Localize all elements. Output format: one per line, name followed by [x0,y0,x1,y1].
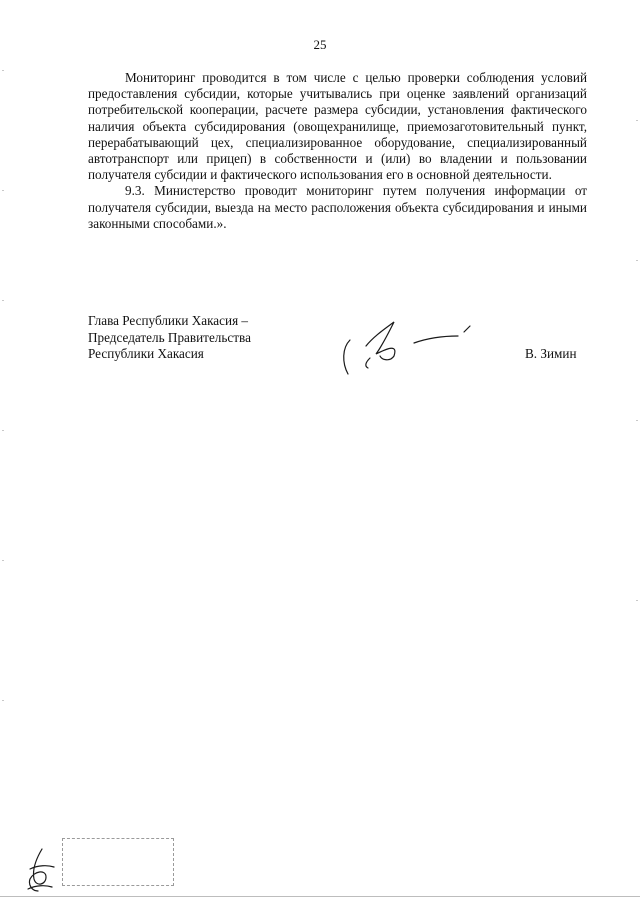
scan-mark [636,420,638,421]
signatory-title [88,313,251,363]
signatory-title-line: Председатель Правительства [88,329,251,345]
handwritten-signature [336,318,486,378]
scan-mark [2,190,4,191]
scan-edge-line [0,896,640,897]
scan-mark [2,430,4,431]
initials-mark [24,845,60,897]
approval-stamp-box [62,838,174,886]
page-number: 25 [313,37,327,52]
scan-mark [2,560,4,561]
signatory-title-line: Республики Хакасия [88,346,204,361]
scan-mark [636,600,638,601]
scan-mark [636,260,638,261]
signer-name: В. Зимин [525,346,577,361]
scan-mark [2,70,4,71]
paragraph-monitoring: Мониторинг проводится в том числе с целью проверки соблюдения условий предоставления субсидии, которые учитывались при оценке заявлений организаций потребительской кооперации, расчете размера субсидии, установления фактического наличия объекта субсидирования (овощехранилище, приемозаготовительный пункт, перерабатывающий цех, специализированное оборудование, специализированный автотранспорт или прицеп) в собственности и (или) во владении и пользовании получателя субсидии и фактического использования его в основной деятельности. [88,70,587,183]
scan-mark [2,700,4,701]
scan-mark [636,120,638,121]
signatory-title-line: Глава Республики Хакасия – [88,313,249,328]
document-body [88,70,587,232]
paragraph-9-3: 9.3. Министерство проводит мониторинг путем получения информации от получателя субсидии, выезда на место расположения объекта субсидирования и иными законными способами.». [88,183,587,231]
scan-mark [2,300,4,301]
